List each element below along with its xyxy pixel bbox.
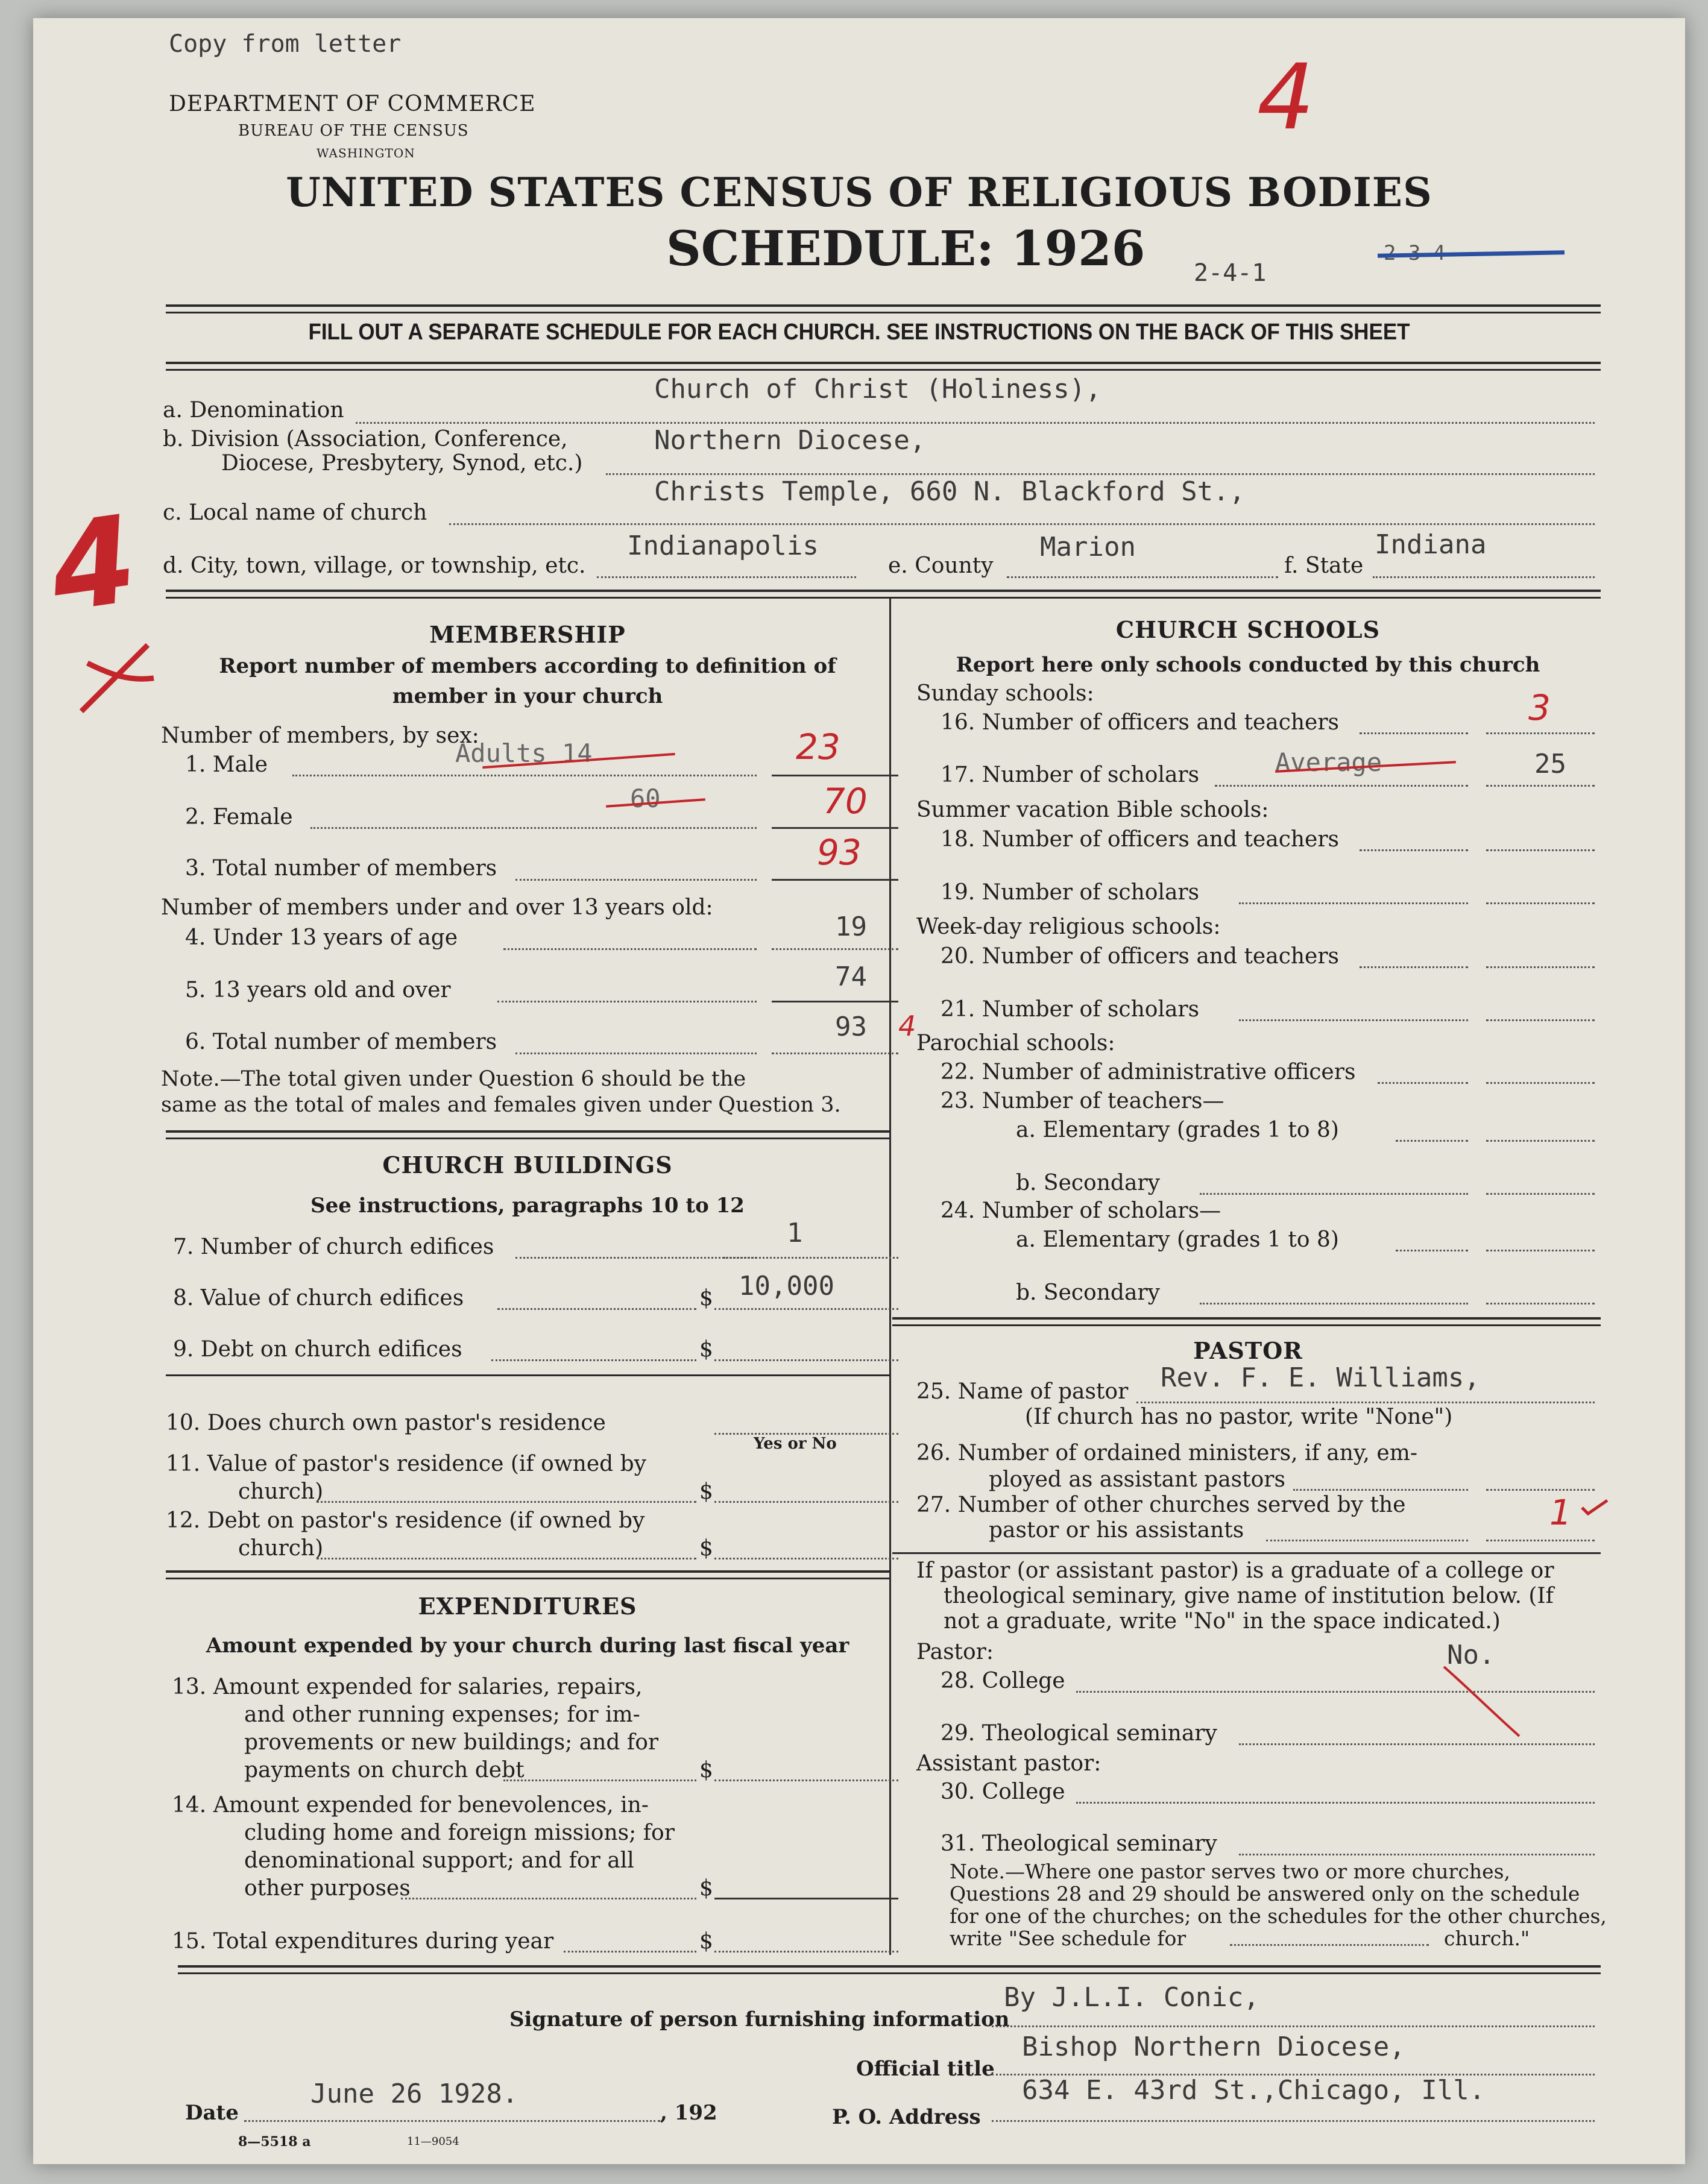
official-title-value: Bishop Northern Diocese, [1022,2031,1405,2062]
q31-label: 31. Theological seminary [941,1831,1217,1856]
dollar-sign: $ [699,1286,713,1311]
fill-line [1396,1250,1468,1251]
fill-line [1239,1743,1595,1745]
q8-value-value: 10,000 [739,1271,834,1301]
column-divider [889,599,891,1955]
q6-check-mark: 4 [898,1010,916,1042]
q1-male-value: 23 [796,726,840,767]
fill-line [606,473,1595,475]
fill-line [292,775,757,776]
divider [166,590,1601,592]
sunday-schools-label: Sunday schools: [916,681,1094,706]
divider [166,597,1601,599]
bureau-city: WASHINGTON [317,146,415,160]
q12-residence-debt-label: 12. Debt on pastor's residence (if owned by [166,1508,645,1533]
fill-line [515,879,757,881]
q11-residence-value-label: 11. Value of pastor's residence (if owned by [166,1452,647,1476]
q2-typed: 60 [630,784,661,813]
schools-intro: Report here only schools conducted by this church [956,653,1540,677]
q2-female-value: 70 [823,781,868,822]
local-name-value: Christs Temple, 660 N. Blackford St., [654,476,1246,507]
fill-line [1136,1402,1595,1403]
divider [166,304,1601,307]
fill-line [491,1359,696,1361]
red-check-mark [1580,1498,1610,1516]
fill-line [714,1501,898,1503]
dollar-sign: $ [699,1536,713,1561]
fill-line [1486,902,1595,904]
q5-over13-label: 5. 13 years old and over [185,978,451,1002]
fill-line [772,1053,898,1054]
form-title: UNITED STATES CENSUS OF RELIGIOUS BODIES [286,169,1432,216]
q25-pastor-name: Rev. F. E. Williams, [1161,1362,1480,1393]
fill-line [497,1308,696,1310]
fill-line [714,1359,898,1361]
state-label: f. State [1284,553,1364,578]
red-page-number: 4 [1257,45,1315,150]
fill-line [1486,1540,1595,1541]
dollar-sign: $ [699,1479,713,1504]
denomination-label: a. Denomination [163,398,344,423]
fill-line [497,1001,757,1002]
q17-label: 17. Number of scholars [941,763,1200,787]
fill-line [564,1951,696,1953]
division-value: Northern Diocese, [654,425,926,456]
q27-label-2: pastor or his assistants [989,1518,1244,1543]
q19-label: 19. Number of scholars [941,880,1200,905]
q24b-label: b. Secondary [1016,1280,1160,1305]
q30-label: 30. College [941,1780,1065,1804]
struck-code: 2 3 4 [1384,241,1446,265]
fill-line [310,827,757,829]
dollar-sign: $ [699,1337,713,1362]
fill-line [1230,1944,1429,1946]
schools-heading: CHURCH SCHOOLS [1115,616,1381,643]
weekday-schools-label: Week-day religious schools: [916,914,1221,939]
q29-label: 29. Theological seminary [941,1721,1217,1746]
state-value: Indiana [1375,529,1487,560]
q23a-label: a. Elementary (grades 1 to 8) [1016,1118,1339,1142]
pastor-heading: PASTOR [1193,1337,1303,1364]
q14-label-2: cluding home and foreign missions; for [244,1821,675,1845]
divider [166,362,1601,364]
fill-line [449,523,1595,525]
q1-male-label: 1. Male [185,752,268,777]
fill-line [1396,1140,1468,1142]
copy-note: Copy from letter [169,30,402,58]
q6-total-value: 93 [835,1012,867,1042]
q13-label-4: payments on church debt [244,1758,525,1783]
q17-typed: Average [1275,747,1382,777]
divider [892,1317,1601,1320]
expenditures-intro: Amount expended by your church during last fiscal year [206,1634,849,1658]
divider [166,1130,889,1133]
department-name: DEPARTMENT OF COMMERCE [169,92,536,116]
pastor-note-4: write "See schedule for [950,1927,1186,1950]
date-value: June 26 1928. [310,2079,518,2109]
signature-value: By J.L.I. Conic, [1004,1982,1259,2013]
q5-over13-value: 74 [835,961,867,992]
fill-line [1293,1489,1468,1491]
q14-label-4: other purposes [244,1876,411,1901]
q12-residence-debt-label-2: church) [238,1536,324,1561]
schedule-year: SCHEDULE: 1926 [666,220,1145,277]
pastor-note-5: church." [1444,1927,1530,1950]
q25-hint: (If church has no pastor, write "None") [1025,1405,1453,1429]
divider [166,1578,889,1579]
fill-line [401,1898,696,1899]
q16-label: 16. Number of officers and teachers [941,710,1340,735]
q28-label: 28. College [941,1669,1065,1693]
q7-edifices-value: 1 [787,1218,803,1248]
expenditures-heading: EXPENDITURES [418,1593,637,1620]
fill-line [1076,1802,1595,1804]
membership-intro: Report number of members according to definition of [219,654,836,678]
q13-label: 13. Amount expended for salaries, repairs, [172,1675,643,1699]
fill-line [1200,1193,1468,1195]
fill-line [1378,1082,1468,1084]
membership-note: Note.—The total given under Question 6 should be the [161,1067,746,1091]
divider [166,369,1601,371]
q25-label: 25. Name of pastor [916,1379,1129,1404]
fill-line [1486,849,1595,851]
divider [166,1374,889,1376]
fill-line [1486,1303,1595,1304]
q8-value-label: 8. Value of church edifices [173,1286,464,1311]
county-label: e. County [888,553,994,578]
fill-line [992,2120,1595,2122]
q2-female-label: 2. Female [185,805,293,829]
answer-line [772,827,898,829]
denomination-value: Church of Christ (Holiness), [654,374,1101,404]
fill-line [714,1558,898,1559]
divider [892,1552,1601,1554]
q6-total-label: 6. Total number of members [185,1030,497,1054]
q4-under13-value: 19 [835,911,867,942]
fill-line [1215,785,1468,787]
red-diagonal-mark [1438,1664,1528,1742]
fill-line [1486,1082,1595,1084]
local-name-label: c. Local name of church [163,500,427,525]
q27-label: 27. Number of other churches served by the [916,1493,1406,1517]
po-address-label: P. O. Address [832,2105,981,2129]
fill-line [317,1558,696,1559]
official-title-label: Official title [856,2057,995,2081]
q24-label: 24. Number of scholars— [941,1198,1221,1223]
q1-typed: Adults 14 [455,738,593,768]
parochial-schools-label: Parochial schools: [916,1031,1115,1056]
fill-line [1486,732,1595,734]
divider [178,1972,1601,1974]
bureau-name: BUREAU OF THE CENSUS [238,122,469,140]
po-address-value: 634 E. 43rd St.,Chicago, Ill. [1022,2075,1486,2106]
fill-line [992,2025,1595,2027]
fill-line [244,2120,660,2122]
fill-line [1373,576,1595,578]
q15-total-label: 15. Total expenditures during year [172,1929,554,1954]
fill-line [1360,732,1468,734]
date-label: Date [185,2101,239,2125]
divider [166,1570,889,1573]
q18-label: 18. Number of officers and teachers [941,827,1340,852]
fill-line [1486,785,1595,787]
divider [166,1138,889,1139]
q9-debt-label: 9. Debt on church edifices [173,1337,462,1362]
q3-total-value: 93 [817,832,862,873]
red-cross-mark [69,633,160,723]
fill-line [1486,1489,1595,1491]
city-label: d. City, town, village, or township, etc. [163,553,586,578]
fill-line [1239,902,1468,904]
pastor-note-3: for one of the churches; on the schedules for the other churches, [950,1904,1607,1928]
q23b-label: b. Secondary [1016,1171,1160,1195]
fill-line [1486,1140,1595,1142]
q21-label: 21. Number of scholars [941,997,1200,1022]
fill-line [772,948,898,950]
pastor-note: Note.—Where one pastor serves two or more churches, [950,1860,1511,1883]
assistant-subheading: Assistant pastor: [916,1751,1101,1776]
division-label: b. Division (Association, Conference, [163,427,568,452]
yes-no-hint: Yes or No [754,1435,837,1453]
fill-line [1239,1854,1595,1855]
fill-line [515,1053,757,1054]
q16-value: 3 [1528,687,1551,728]
q24a-label: a. Elementary (grades 1 to 8) [1016,1227,1339,1252]
city-value: Indianapolis [627,530,819,561]
division-label-2: Diocese, Presbytery, Synod, etc.) [221,451,583,476]
q27-value: 1 [1549,1492,1572,1533]
q23-label: 23. Number of teachers— [941,1089,1224,1113]
fill-line [714,1951,898,1953]
divider [166,312,1601,313]
q22-label: 22. Number of administrative officers [941,1060,1356,1084]
fill-line [1200,1303,1468,1304]
fill-line [1266,1540,1468,1541]
answer-line [772,775,898,776]
dollar-sign: $ [699,1929,713,1954]
graduate-instructions: If pastor (or assistant pastor) is a graduate of a college or [916,1558,1554,1583]
divider [178,1965,1601,1968]
graduate-instructions-2: theological seminary, give name of institution below. (If [944,1584,1554,1608]
fill-line [1486,966,1595,968]
fill-line [356,422,1595,424]
by-sex-label: Number of members, by sex: [161,723,479,748]
buildings-intro: See instructions, paragraphs 10 to 12 [310,1194,745,1218]
q13-label-2: and other running expenses; for im- [244,1702,640,1727]
county-value: Marion [1040,532,1136,562]
q10-residence-label: 10. Does church own pastor's residence [166,1411,606,1435]
schedule-code: 2-4-1 [1194,259,1267,287]
instruction-banner: FILL OUT A SEPARATE SCHEDULE FOR EACH CHURCH. SEE INSTRUCTIONS ON THE BACK OF THIS SHEET [308,319,1410,345]
fill-line [723,1257,898,1259]
print-number: 11—9054 [407,2135,459,2148]
q14-label: 14. Amount expended for benevolences, in- [172,1793,649,1817]
pastor-note-2: Questions 28 and 29 should be answered only on the schedule [950,1882,1580,1905]
q20-label: 20. Number of officers and teachers [941,944,1340,969]
membership-note-2: same as the total of males and females given under Question 3. [161,1093,841,1117]
pastor-subheading: Pastor: [916,1640,994,1664]
fill-line [597,576,856,578]
q7-edifices-label: 7. Number of church edifices [173,1235,494,1259]
fill-line [317,1501,696,1503]
fill-line [1486,1250,1595,1251]
answer-line [772,1001,898,1002]
q26-label: 26. Number of ordained ministers, if any, em- [916,1441,1417,1465]
graduate-instructions-3: not a graduate, write "No" in the space indicated.) [944,1609,1501,1634]
q28-value: No. [1447,1640,1495,1670]
fill-line [714,1308,898,1310]
q17-value: 25 [1534,749,1566,779]
divider [892,1324,1601,1326]
q13-label-3: provements or new buildings; and for [244,1730,659,1755]
fill-line [1360,849,1468,851]
membership-intro-2: member in your church [392,684,663,708]
date-year-suffix: , 192 [660,2101,717,2125]
fill-line [1239,1019,1468,1021]
red-margin-number: 4 [42,489,145,640]
dollar-sign: $ [699,1758,713,1783]
answer-line [772,879,898,881]
fill-line [1486,1019,1595,1021]
buildings-heading: CHURCH BUILDINGS [382,1151,673,1179]
census-schedule-sheet [33,18,1685,2164]
fill-line [714,1780,898,1781]
dollar-sign: $ [699,1876,713,1901]
fill-line [503,1780,696,1781]
summer-schools-label: Summer vacation Bible schools: [916,798,1269,822]
fill-line [1486,1193,1595,1195]
q11-residence-value-label-2: church) [238,1479,324,1504]
fill-line [1007,576,1278,578]
membership-heading: MEMBERSHIP [429,621,626,648]
form-number: 8—5518 a [238,2134,311,2150]
q3-total-label: 3. Total number of members [185,856,497,881]
answer-line [714,1898,898,1899]
q26-label-2: ployed as assistant pastors [989,1467,1285,1492]
fill-line [1360,966,1468,968]
age-header: Number of members under and over 13 years old: [161,895,713,920]
q4-under13-label: 4. Under 13 years of age [185,925,458,950]
signature-label: Signature of person furnishing information [509,2007,1010,2031]
fill-line [503,948,757,950]
q14-label-3: denominational support; and for all [244,1848,634,1873]
fill-line [515,1257,757,1259]
